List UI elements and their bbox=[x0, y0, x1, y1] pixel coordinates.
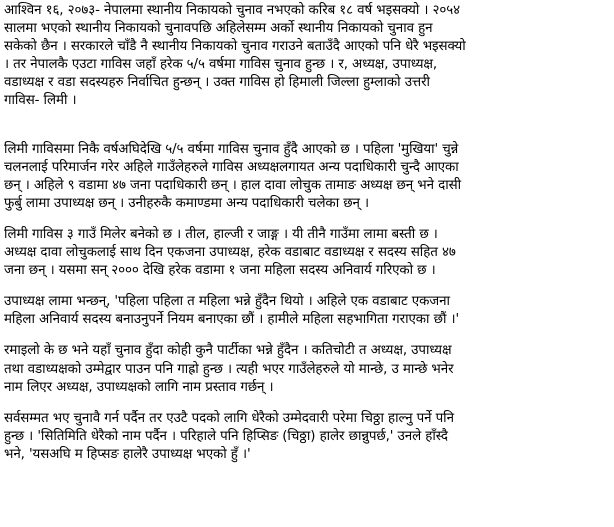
article-body bbox=[4, 2, 612, 464]
text-line: गाविस- लिमी । bbox=[4, 93, 77, 109]
paragraph-spacer bbox=[4, 397, 612, 410]
text-line: । तर नेपालकै एउटा गाविस जहाँ हरेक ५/५ वर्षमा गाविस चुनाव हुन्छ । र, अध्यक्ष, उपाध्यक्ष, bbox=[4, 57, 438, 73]
paragraph-nonpartisan bbox=[4, 342, 612, 396]
text-line: तथा वडाध्यक्षको उम्मेद्वार पाउन पनि गाह्रो हुन्छ । त्यही भएर गाउँलेहरुले यो मान्छे, उ मान्छे भनेर bbox=[4, 361, 454, 377]
text-line: लिमी गाविस ३ गाउँ मिलेर बनेको छ । तील, हाल्जी र जाङ्ग । यी तीनै गाउँमा लामा बस्ती छ । bbox=[4, 226, 438, 242]
text-line: सकेको छैन । सरकारले चाँडै नै स्थानीय निकायको चुनाव गराउने बताउँदै आएको पनि धेरै भइसक्यो bbox=[4, 39, 466, 55]
text-line: नाम लिएर अध्यक्ष, उपाध्यक्षको लागि नाम प्रस्ताव गर्छन् । bbox=[4, 379, 274, 395]
paragraph-spacer bbox=[4, 111, 612, 141]
text-line: भने, 'यसअघि म हिप्सङ हालेरै उपाध्यक्ष भएको हुँ ।' bbox=[4, 446, 251, 462]
paragraph-lottery bbox=[4, 410, 612, 464]
text-line: महिला अनिवार्य सदस्य बनाउनुपर्ने नियम बनाएका छौं । हामीले महिला सहभागिता गराएका छौं ।' bbox=[4, 312, 460, 328]
text-line: उपाध्यक्ष लामा भन्छन्, 'पहिला पहिला त महिला भन्ने हुँदैन थियो । अहिले एक वडाबाट एकजना bbox=[4, 294, 450, 310]
text-line: अध्यक्ष दावा लोचुकलाई साथ दिन एकजना उपाध्यक्ष, हरेक वडाबाट वडाध्यक्ष र सदस्य सहित ४७ bbox=[4, 245, 456, 261]
paragraph-villages bbox=[4, 226, 612, 280]
text-line: लिमी गाविसमा निकै वर्षअघिदेखि ५/५ वर्षमा गाविस चुनाव हुँदै आएको छ । पहिला 'मुखिया' चुन्ने bbox=[4, 141, 459, 157]
text-line: सालमा भएको स्थानीय निकायको चुनावपछि अहिलेसम्म अर्को स्थानीय निकायको चुनाव हुन bbox=[4, 21, 433, 37]
text-line: सर्वसम्मत भए चुनावै गर्न पर्दैन तर एउटै पदको लागि धेरैको उम्मेदवारी परेमा चिठ्ठा हाल्नु पर्ने पनि bbox=[4, 410, 454, 426]
paragraph-quote-vice-chair bbox=[4, 293, 612, 329]
text-line: वडाध्यक्ष र वडा सदस्यहरु निर्वाचित हुन्छन् । उक्त गाविस हो हिमाली जिल्ला हुम्लाको उत्तरी bbox=[4, 75, 430, 91]
paragraph-spacer bbox=[4, 329, 612, 342]
text-line: रमाइलो के छ भने यहाँ चुनाव हुँदा कोही कुनै पार्टीका भन्ने हुँदैन । कतिचोटी त अध्यक्ष, उपाध्यक्ष bbox=[4, 343, 452, 359]
text-line: फुर्बु लामा उपाध्यक्ष छन् । उनीहरुकै कमाण्डमा अन्य पदाधिकारी चलेका छन् । bbox=[4, 195, 369, 211]
paragraph-intro bbox=[4, 2, 612, 111]
text-line: जना छन् । यसमा सन् २००० देखि हरेक वडामा १ जना महिला सदस्य अनिवार्य गरिएको छ । bbox=[4, 263, 436, 279]
paragraph-spacer bbox=[4, 280, 612, 293]
text-line: हुन्छ । 'सितिमिति धेरैको नाम पर्दैन । परिहाले पनि हिप्सिङ (चिठ्ठा) हालेर छान्नुपर्छ,' उनले हाँस्दै bbox=[4, 428, 448, 444]
text-line: छन् । अहिले ९ वडामा ४७ जना पदाधिकारी छन् । हाल दावा लोचुक तामाङ अध्यक्ष छन् भने दासी bbox=[4, 177, 461, 193]
paragraph-spacer bbox=[4, 213, 612, 226]
text-line: चलनलाई परिमार्जन गरेर अहिले गाउँलेहरुले गाविस अध्यक्षलगायत अन्य पदाधिकारी चुन्दै आएका bbox=[4, 159, 459, 175]
paragraph-history bbox=[4, 141, 612, 213]
text-line: आश्विन १६, २०७३- नेपालमा स्थानीय निकायको चुनाव नभएको करिब १८ वर्ष भइसक्यो । २०५४ bbox=[4, 3, 460, 18]
